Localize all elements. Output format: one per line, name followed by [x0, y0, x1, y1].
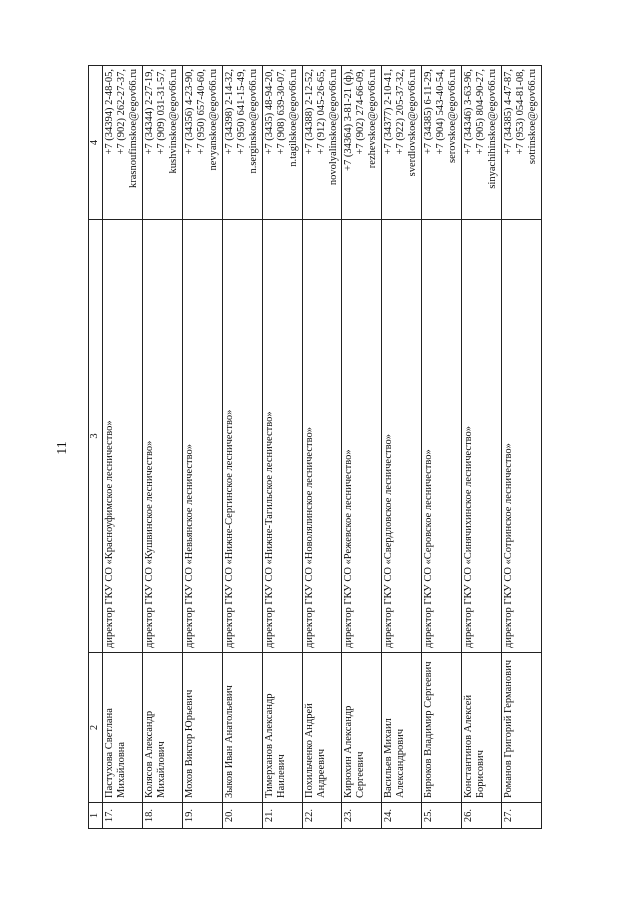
table-row — [502, 66, 542, 829]
contact-line: +7 (34346) 3-63-96, — [463, 69, 475, 155]
table-row — [462, 66, 502, 829]
contact-line: +7 (34388) 2-12-52, — [303, 69, 315, 155]
contact-line: sotrinskoe@egov66.ru — [527, 69, 539, 165]
contact-line: novolyalinskoe@egov66.ru — [327, 69, 339, 186]
contact-info — [142, 66, 182, 220]
contact-info — [103, 66, 143, 220]
contact-line: sinyachihinskoe@egov66.ru — [487, 69, 499, 189]
person-name: Зыков Иван Анатольевич — [222, 653, 262, 803]
row-number: 27. — [502, 803, 542, 829]
contact-info — [422, 66, 462, 220]
row-number: 19. — [182, 803, 222, 829]
contact-line: +7 (34394) 2-48-05, — [104, 69, 115, 155]
person-position: директор ГКУ СО «Свердловское лесничество» — [382, 220, 422, 653]
contact-line: sverdlovskoe@egov66.ru — [407, 69, 419, 177]
contact-line: +7 (950) 657-40-60, — [195, 69, 207, 155]
contact-line: +7 (34385) 4-47-87, — [503, 69, 515, 155]
contact-line: +7 (912) 045-26-65, — [315, 69, 327, 155]
person-name: Кирюхин Александр Сергеевич — [342, 653, 382, 803]
table-row — [142, 66, 182, 829]
contacts-table — [88, 65, 542, 829]
person-position: директор ГКУ СО «Красноуфимское лесничество» — [103, 220, 143, 653]
table-row — [382, 66, 422, 829]
contact-line: +7 (3435) 48-94-20, — [263, 69, 275, 155]
contact-line: +7 (34344) 2-27-19, — [143, 69, 155, 155]
header-cell-2: 2 — [89, 653, 103, 803]
contact-info — [262, 66, 302, 220]
contact-info — [502, 66, 542, 220]
contact-info — [462, 66, 502, 220]
header-cell-1: 1 — [89, 803, 103, 829]
person-name: Тимерханов Александр Наилевич — [262, 653, 302, 803]
contact-line: +7 (905) 804-90-27, — [475, 69, 487, 155]
person-name: Мохов Виктор Юрьевич — [182, 653, 222, 803]
row-number: 22. — [302, 803, 342, 829]
person-position: директор ГКУ СО «Невьянское лесничество» — [182, 220, 222, 653]
row-number: 20. — [222, 803, 262, 829]
row-number: 18. — [142, 803, 182, 829]
table-row — [422, 66, 462, 829]
table-row — [103, 66, 143, 829]
person-position: директор ГКУ СО «Синячихинское лесничество» — [462, 220, 502, 653]
row-number: 26. — [462, 803, 502, 829]
contact-info — [382, 66, 422, 220]
contact-line: n.serginskoe@egov66.ru — [247, 69, 259, 174]
person-position: директор ГКУ СО «Режевское лесничество» — [342, 220, 382, 653]
contact-line: n.tagilskoe@egov66.ru — [287, 69, 299, 167]
contact-line: +7 (34377) 2-10-41, — [383, 69, 395, 155]
rotated-table-container — [88, 66, 542, 829]
row-number: 17. — [103, 803, 143, 829]
person-position: директор ГКУ СО «Серовское лесничество» — [422, 220, 462, 653]
person-position: директор ГКУ СО «Нижне-Тагильское лесничество» — [262, 220, 302, 653]
person-position: директор ГКУ СО «Нижне-Сергинское лесничество» — [222, 220, 262, 653]
contact-line: +7 (950) 641-15-49, — [235, 69, 247, 155]
contact-line: +7 (34356) 4-23-90, — [183, 69, 195, 155]
table-row — [222, 66, 262, 829]
contact-line: +7 (953) 054-81-08, — [515, 69, 527, 155]
person-name: Похильченко Андрей Андреевич — [302, 653, 342, 803]
contact-line: +7 (922) 205-37-32, — [395, 69, 407, 155]
table-row — [302, 66, 342, 829]
row-number: 23. — [342, 803, 382, 829]
contact-line: +7 (902) 274-66-09, — [355, 69, 367, 155]
table-header-row — [89, 66, 103, 829]
person-position: директор ГКУ СО «Сотринское лесничество» — [502, 220, 542, 653]
table-row — [342, 66, 382, 829]
person-name: Васильев Михаил Александрович — [382, 653, 422, 803]
header-cell-3: 3 — [89, 220, 103, 653]
person-position: директор ГКУ СО «Новолялинское лесничество» — [302, 220, 342, 653]
table-row — [262, 66, 302, 829]
contact-line: +7 (902) 262-27-37, — [116, 69, 127, 155]
person-name: Бирюков Владимир Сергеевич — [422, 653, 462, 803]
contact-line: nevyanskoe@egov66.ru — [207, 69, 219, 171]
contact-line: rezhevskoe@egov66.ru — [367, 69, 379, 169]
header-cell-4: 4 — [89, 66, 103, 220]
row-number: 24. — [382, 803, 422, 829]
contact-line: +7 (908) 639-30-07, — [275, 69, 287, 155]
person-name: Константинов Алексей Борисович — [462, 653, 502, 803]
contact-line: serovskoe@egov66.ru — [447, 69, 459, 163]
contact-line: +7 (904) 543-40-54, — [435, 69, 447, 155]
contact-info — [182, 66, 222, 220]
person-name: Колясов Александр Михайлович — [142, 653, 182, 803]
contact-line: +7 (909) 031-31-57, — [155, 69, 167, 155]
person-name: Пастухова Светлана Михайловна — [103, 653, 143, 803]
row-number: 21. — [262, 803, 302, 829]
contact-line: kushvinskoe@egov66.ru — [167, 69, 179, 174]
contact-info — [302, 66, 342, 220]
person-name: Романов Григорий Германович — [502, 653, 542, 803]
contact-info — [222, 66, 262, 220]
contact-info — [342, 66, 382, 220]
table-row — [182, 66, 222, 829]
contact-line: +7 (34385) 6-11-29, — [423, 69, 435, 155]
row-number: 25. — [422, 803, 462, 829]
page-number: 11 — [55, 441, 70, 455]
person-position: директор ГКУ СО «Кушвинское лесничество» — [142, 220, 182, 653]
contact-line: +7 (34398) 2-14-32, — [223, 69, 235, 155]
contact-line: krasnoufimskoe@egov66.ru — [128, 69, 139, 189]
contact-line: +7 (34364) 3-81-21 (ф), — [343, 69, 355, 171]
